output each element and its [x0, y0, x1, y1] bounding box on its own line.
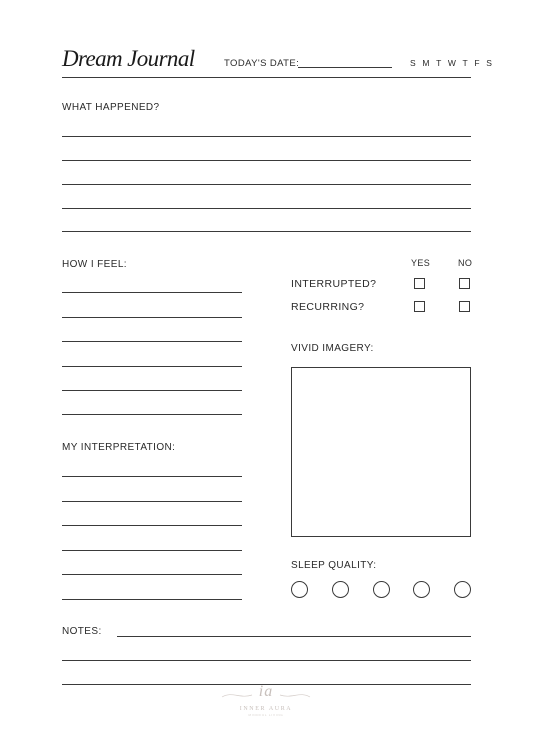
date-label: TODAY'S DATE: [224, 58, 300, 69]
interpretation-line-2[interactable] [62, 501, 242, 502]
interrupted-label: INTERRUPTED? [291, 278, 377, 290]
sleep-quality-option-3[interactable] [373, 581, 390, 598]
interpretation-line-1[interactable] [62, 476, 242, 477]
interrupted-yes-checkbox[interactable] [414, 278, 425, 289]
recurring-yes-checkbox[interactable] [414, 301, 425, 312]
notes-line-2[interactable] [62, 660, 471, 661]
interrupted-no-checkbox[interactable] [459, 278, 470, 289]
date-field[interactable] [298, 67, 392, 68]
header-divider [62, 77, 471, 78]
brand-logo [218, 683, 314, 717]
what-happened-line-5[interactable] [62, 231, 471, 232]
sleep-quality-option-2[interactable] [332, 581, 349, 598]
feel-line-4[interactable] [62, 366, 242, 367]
notes-line-1[interactable] [117, 636, 471, 637]
feel-line-2[interactable] [62, 317, 242, 318]
recurring-label: RECURRING? [291, 301, 365, 313]
feel-line-6[interactable] [62, 414, 242, 415]
logo-mark: ia [258, 683, 274, 700]
interpretation-line-3[interactable] [62, 525, 242, 526]
feel-line-5[interactable] [62, 390, 242, 391]
sleep-quality-option-4[interactable] [413, 581, 430, 598]
feel-line-3[interactable] [62, 341, 242, 342]
logo-subtitle: MINDFUL LIVING [248, 713, 284, 717]
vivid-imagery-box[interactable] [291, 367, 471, 537]
interpretation-line-4[interactable] [62, 550, 242, 551]
page-title: Dream Journal [62, 46, 195, 71]
what-happened-line-2[interactable] [62, 160, 471, 161]
what-happened-line-1[interactable] [62, 136, 471, 137]
what-happened-label: WHAT HAPPENED? [62, 102, 160, 113]
no-column-label: NO [458, 258, 473, 268]
recurring-no-checkbox[interactable] [459, 301, 470, 312]
logo-brand: INNER AURA [239, 706, 293, 712]
what-happened-line-4[interactable] [62, 208, 471, 209]
weekday-selector[interactable]: S M T W T F S [410, 58, 495, 68]
yes-column-label: YES [411, 258, 431, 268]
sleep-quality-option-1[interactable] [291, 581, 308, 598]
vivid-imagery-label: VIVID IMAGERY: [291, 343, 374, 354]
interpretation-line-6[interactable] [62, 599, 242, 600]
feel-line-1[interactable] [62, 292, 242, 293]
interpretation-label: MY INTERPRETATION: [62, 442, 176, 453]
sleep-quality-option-5[interactable] [454, 581, 471, 598]
what-happened-line-3[interactable] [62, 184, 471, 185]
interpretation-line-5[interactable] [62, 574, 242, 575]
notes-label: NOTES: [62, 626, 102, 637]
sleep-quality-label: SLEEP QUALITY: [291, 560, 377, 571]
how-i-feel-label: HOW I FEEL: [62, 259, 127, 270]
